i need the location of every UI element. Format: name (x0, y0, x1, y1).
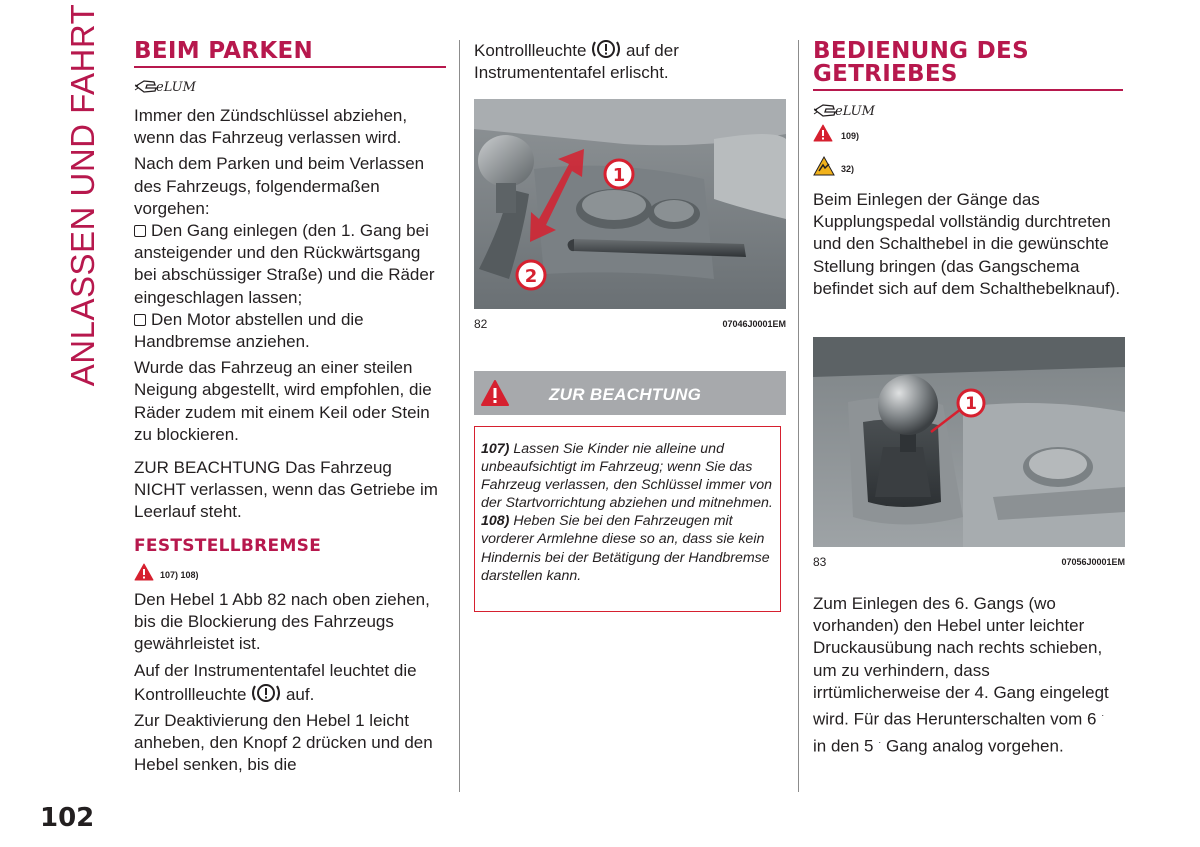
text-block (813, 593, 1125, 758)
warning-reference: 107) 108) (134, 563, 334, 583)
text-block (134, 105, 446, 524)
figure-82-handbrake-illustration (474, 99, 786, 309)
callout-1: 1 (612, 165, 626, 186)
parking-brake-lamp-icon (591, 38, 621, 60)
heading-rule (134, 66, 446, 68)
paragraph: Beim Einlegen der Gänge das Kupplungspedal vollständig durchtreten und den Schalthebel in die gewünschte Stellung bringen (das Gangschema befindet sich auf dem Schalthebelknauf). (813, 190, 1121, 298)
text-block (813, 189, 1125, 300)
warning-triangle-icon (813, 124, 833, 142)
column-divider (459, 40, 460, 792)
caution-title: ZUR BEACHTUNG (549, 385, 702, 404)
manual-reference-icon (134, 74, 196, 96)
callout-2: 2 (524, 266, 538, 287)
bullet-square-icon (134, 225, 146, 237)
text-block (474, 38, 786, 84)
parking-brake-lamp-icon (251, 682, 281, 704)
bullet-square-icon (134, 314, 146, 326)
paragraph: Den Hebel 1 Abb 82 nach oben ziehen, bis die Blockierung des Fahrzeugs gewährleistet ist. (134, 590, 430, 654)
svg-text:eLUM: eLUM (835, 104, 875, 119)
paragraph: Zur Deaktivierung den Hebel 1 leicht anheben, den Knopf 2 drücken und den Hebel senken, bis die (134, 711, 433, 775)
list-item: Den Gang einlegen (den 1. Gang bei ansteigender und den Rückwärtsgang bei abschüssiger Straße) und die Räder eingeschlagen lassen; (134, 221, 435, 307)
note-107: 107) Lassen Sie Kinder nie alleine und unbeaufsichtigt im Fahrzeug; wenn Sie das Fahrzeug verlassen, den Schlüssel immer von der Startvorrichtung abziehen und mitnehmen. (481, 441, 773, 512)
figure-code: 07046J0001EM (722, 319, 786, 329)
paragraph: Nach dem Parken und beim Verlassen des Fahrzeugs, folgendermaßen vorgehen: (134, 154, 425, 218)
svg-text:eLUM: eLUM (156, 80, 196, 95)
figure-83-gear-lever-illustration (813, 337, 1125, 547)
text-block (134, 589, 446, 777)
warning-triangle-icon (480, 379, 510, 407)
section-heading-bedienung (813, 40, 1123, 91)
column-divider (798, 40, 799, 792)
note-108: 108) Heben Sie bei den Fahrzeugen mit vorderer Armlehne diese so an, dass sie kein Hindernis bei der Betätigung der Handbremse darstellen kann. (481, 513, 770, 584)
paragraph: Immer den Zündschlüssel abziehen, wenn das Fahrzeug verlassen wird. (134, 106, 408, 148)
warning-reference: 109) (813, 124, 933, 144)
paragraph: Kontrollleuchte auf der Instrumententafel erlischt. (474, 38, 786, 84)
warning-triangle-icon (134, 563, 154, 581)
side-chapter-title: ANLASSEN UND FAHRT (64, 3, 101, 387)
paragraph: ZUR BEACHTUNG Das Fahrzeug NICHT verlassen, wenn das Getriebe im Leerlauf steht. (134, 458, 438, 522)
section-heading-beim-parken (134, 40, 446, 68)
figure-number: 83 (813, 555, 827, 569)
caution-reference: 32) (813, 156, 933, 178)
subsection-title: FESTSTELLBREMSE (134, 536, 322, 556)
caution-triangle-icon (813, 156, 835, 176)
caution-box (474, 426, 781, 612)
paragraph: Auf der Instrumententafel leuchtet die Kontrollleuchte auf. (134, 660, 417, 704)
figure-number: 82 (474, 317, 488, 331)
list-item: Den Motor abstellen und die Handbremse anziehen. (134, 309, 364, 352)
callout-1: 1 (965, 394, 977, 414)
figure-code: 07056J0001EM (1061, 557, 1125, 567)
heading-rule (813, 89, 1123, 91)
paragraph: Zum Einlegen des 6. Gangs (wo vorhanden) den Hebel unter leichter Druckausübung nach rechts schieben, um zu verhindern, dass irrtümlicherweise der 4. Gang eingelegt wird. Für das Herunterschalten vom 6 · in den 5 · Gang analog vorgehen. (813, 594, 1109, 756)
section-title: BEDIENUNG DES GETRIEBES (813, 38, 1029, 87)
manual-reference-icon (813, 98, 875, 120)
section-title: BEIM PARKEN (134, 38, 314, 64)
page-number: 102 (40, 803, 95, 833)
paragraph: Wurde das Fahrzeug an einer steilen Neigung abgestellt, wird empfohlen, die Räder zudem mit einem Keil oder Stein zu blockieren. (134, 358, 432, 444)
caution-header (474, 371, 786, 415)
